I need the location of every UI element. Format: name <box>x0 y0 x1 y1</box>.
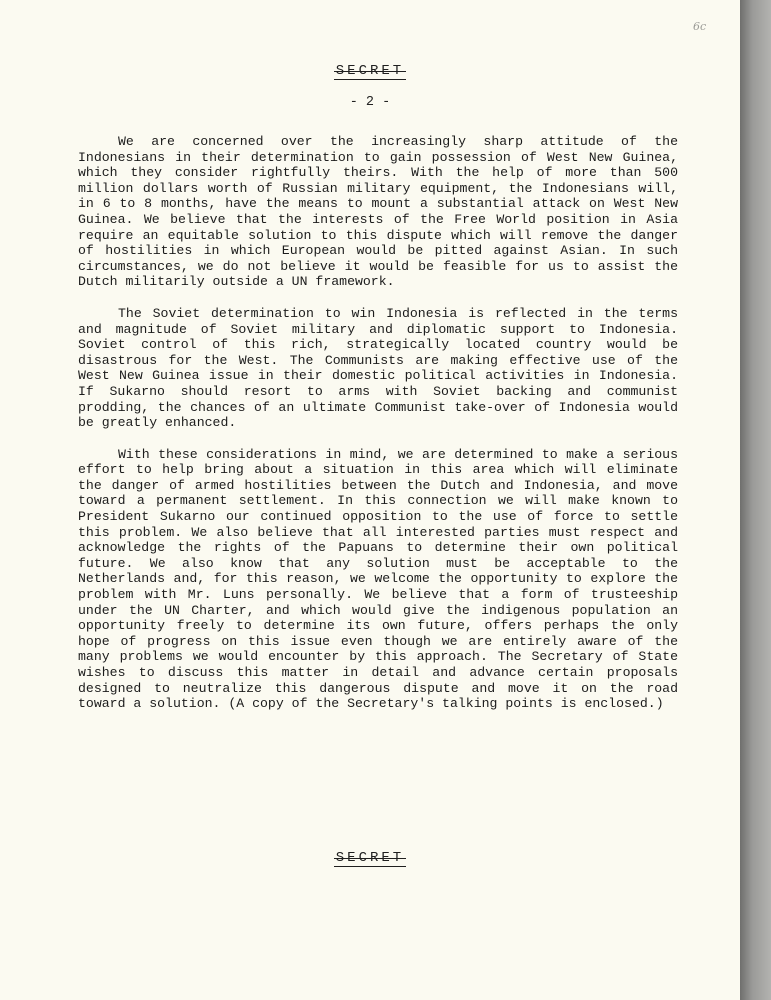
classification-marking-bottom <box>0 850 740 867</box>
page-number: - 2 - <box>349 95 391 110</box>
document-body <box>78 134 678 728</box>
paragraph-west-new-guinea: We are concerned over the increasingly sharp attitude of the Indonesians in their determination to gain possession of West New Guinea, which they consider rightfully theirs. With the help of more than 500 million dollars worth of Russian military equipment, the Indonesians will, in 6 to 8 months, have the means to mount a substantial attack on West New Guinea. We believe that the interests of the Free World position in Asia require an equitable solution to this dispute which will remove the danger of hostilities in which European would be pitted against Asian. In such circumstances, we do not believe it would be feasible for us to assist the Dutch militarily outside a UN framework. <box>78 134 678 290</box>
classification-marking-top <box>0 63 740 80</box>
handwritten-page-mark: 6c <box>693 20 707 33</box>
paragraph-considerations: With these considerations in mind, we are determined to make a serious effort to help bring about a situation in this area which will eliminate the danger of armed hostilities between the Dutch and Indonesia, and move toward a permanent settlement. In this connection we will make known to President Sukarno our continued opposition to the use of force to settle this problem. We also believe that all interested parties must respect and acknowledge the rights of the Papuans to determine their own political future. We also know that any solution must be acceptable to the Netherlands and, for this reason, we welcome the opportunity to explore the problem with Mr. Luns personally. We believe that a form of trusteeship under the UN Charter, and which would give the indigenous population an opportunity freely to determine its own future, offers perhaps the only hope of progress on this issue even though we are entirely aware of the many problems we would encounter by this approach. The Secretary of State wishes to discuss this matter in detail and advance certain proposals designed to neutralize this dangerous dispute and move it on the road toward a solution. (A copy of the Secretary's talking points is enclosed.) <box>78 446 678 712</box>
scan-background-edge <box>740 0 771 1000</box>
classification-label-bottom: SECRET <box>335 850 405 866</box>
classification-label-top: SECRET <box>335 63 405 79</box>
paragraph-soviet-determination: The Soviet determination to win Indonesia is reflected in the terms and magnitude of Soviet military and diplomatic support to Indonesia. Soviet control of this rich, strategically located country would be disastrous for the West. The Communists are making effective use of the West New Guinea issue in their domestic political activities in Indonesia. If Sukarno should resort to arms with Soviet backing and communist prodding, the chances of an ultimate Communist take-over of Indonesia would be greatly enhanced. <box>78 305 678 431</box>
